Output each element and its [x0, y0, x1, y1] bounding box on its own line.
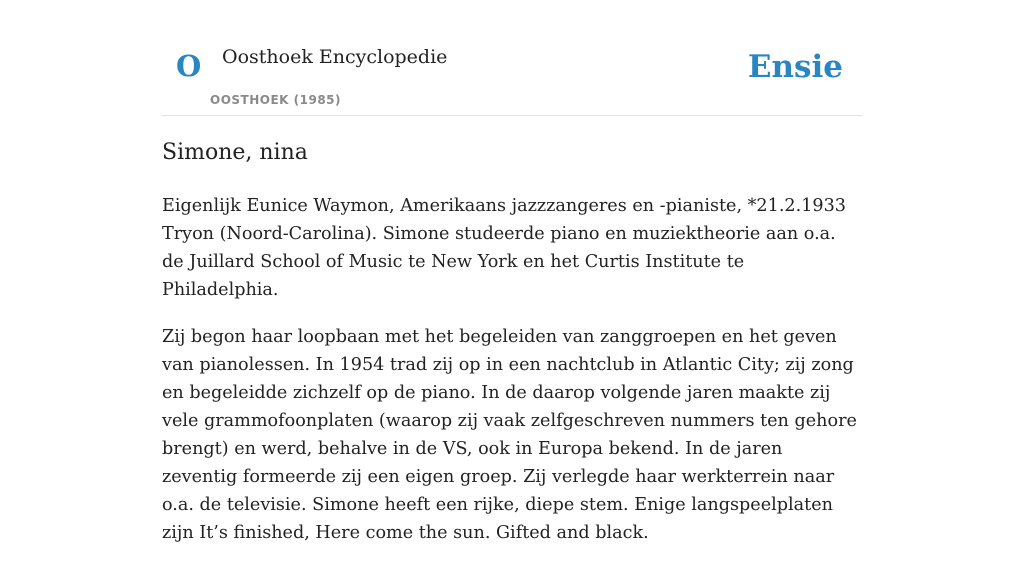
- entry-body: [162, 192, 862, 566]
- source-header: [162, 34, 862, 116]
- entry-title: Simone, nina: [162, 140, 308, 165]
- source-logo[interactable]: O: [176, 49, 202, 83]
- entry-paragraph: Zij begon haar loopbaan met het begeleiden van zanggroepen en het geven van pianolessen. In 1954 trad zij op in een nachtclub in Atlantic City; zij zong en begeleidde zichzelf op de piano. In de daarop volgende jaren maakte zij vele grammofoonplaten (waarop zij vaak zelfgeschreven nummers ten gehore brengt) en werd, behalve in de VS, ook in Europa bekend. In de jaren zeventig formeerde zij een eigen groep. Zij verlegde haar werkterrein naar o.a. de televisie. Simone heeft een rijke, diepe stem. Enige langspeelplaten zijn It’s finished, Here come the sun. Gifted and black.: [162, 327, 857, 543]
- brand-logo[interactable]: Ensie: [747, 49, 843, 85]
- source-subtitle: OOSTHOEK (1985): [210, 93, 342, 107]
- entry-paragraph: Eigenlijk Eunice Waymon, Amerikaans jazzzangeres en -pianiste, *21.2.1933 Tryon (Noord-Carolina). Simone studeerde piano en muziektheorie aan o.a. de Juillard School of Music te New York en het Curtis Institute te Philadelphia.: [162, 196, 846, 300]
- source-title[interactable]: Oosthoek Encyclopedie: [222, 46, 448, 68]
